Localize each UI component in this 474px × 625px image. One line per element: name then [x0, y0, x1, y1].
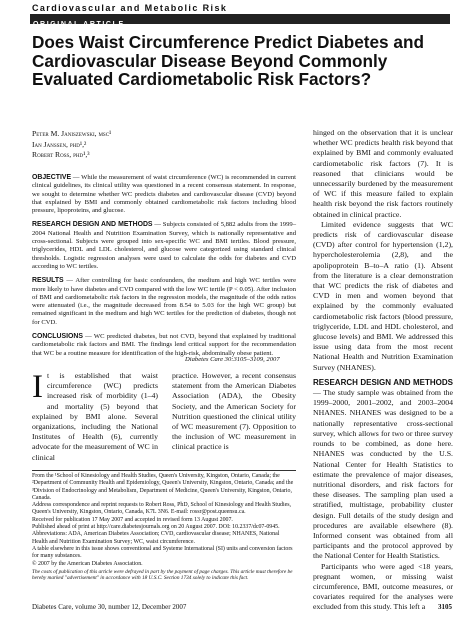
footnote-divider — [32, 470, 296, 471]
footnotes — [32, 473, 296, 582]
conclusions-text: — WC predicted diabetes, but not CVD, beyond that explained by traditional cardiometabolic risk factors and BMI. The findings lend critical support for the recommendation that WC be a routine measure for identification of the high-risk, abdominally obese patient. — [32, 333, 296, 357]
right-para-1: hinged on the observation that it is unclear whether WC predicts health risk beyond that explained by BMI and commonly evaluated cardiometabolic risk factors (7). It is reasoned that clinicians would be unnecessarily burdened by the measurement of WC if this measure failed to explain health risk beyond the risk factors routinely obtained in clinical practice. — [313, 128, 453, 219]
methods-section-heading: RESEARCH DESIGN AND METHODS — [313, 377, 453, 387]
drop-cap: I — [32, 369, 43, 405]
footnote-units: A table elsewhere in this issue shows conventional and Systeme International (SI) units and conversion factors for many substances. — [32, 545, 293, 560]
right-methods-para — [313, 378, 453, 562]
footnote-published: Published ahead of print at http://care.diabetesjournals.org on 20 August 2007. DOI: 10.2337/dc07-0945. — [32, 524, 280, 531]
right-para-2: Limited evidence suggests that WC predicts risk of cardiovascular disease (CVD) after control for hypertension (1,2), hypercholesterolemia (2,8), and the apolipoprotein B–to–A ratio (1). Absent from the literature is a clear demonstration that WC predicts the risk of diabetes and CVD in men and women beyond that explained by the commonly evaluated cardiometabolic risk factors (blood pressure, triglyceride, LDL and HDL cholesterol, and glucose levels) and BMI. We addressed this issue using data from the most recent National Health and Nutrition Examination Survey (NHANES). — [313, 219, 453, 372]
intro-column-2: practice. However, a recent consensus statement from the American Diabetes Association (ADA), the Obesity Society, and the American Society for Nutrition questioned the clinical utility of WC measurement (7). Opposition to the inclusion of WC measurement in clinical practice is — [172, 371, 296, 452]
page-footer — [32, 603, 452, 611]
author-2: Ian Janssen, phd¹,² — [32, 139, 87, 149]
footnote-page-charges: The costs of publication of this article were defrayed in part by the payment of page charges. This article must therefore be hereby marked "advertisement" in accordance with 18 U.S.C. Section 1734 solely to indicate this fact. — [32, 568, 293, 582]
article-type-bar — [30, 14, 450, 28]
methods-section-text: — The study sample was obtained from the 1999–2000, 2001–2002, and 2003–2004 NHANES. NHANES was designed to be a nationally representative cross-sectional survey, which allows for two or three survey rounds to be combined, as done here. NHANES was conducted by the U.S. National Center for Health Statistics to estimate the prevalence of major diseases, nutritional disorders, and risk factors for these diseases. The sampling plan used a stratified, multistage, probability cluster design. Full details of the study design and procedures are available elsewhere (8). Informed consent was obtained from all participants and the protocol approved by the National Center for Health Statistics. — [313, 388, 453, 561]
results-heading: RESULTS — [32, 277, 64, 285]
abstract — [32, 174, 296, 364]
article-title: Does Waist Circumference Predict Diabetes and Cardiovascular Disease Beyond Commonly Evaluated Cardiometabolic Risk Factors? — [32, 32, 424, 89]
article-type-label: ORIGINAL ARTICLE — [33, 21, 125, 28]
abstract-results — [32, 277, 296, 327]
methods-heading: RESEARCH DESIGN AND METHODS — [32, 221, 153, 229]
footnote-correspondence: Address correspondence and reprint requests to Robert Ross, PhD, School of Kinesiology and Health Studies, Queen's University, Kingston, Ontario, Canada, K7L 3N6. E-mail: rossr@post.queensu.ca. — [32, 502, 291, 516]
methods-text: — Subjects consisted of 5,882 adults from the 1999–2004 National Health and Nutrition Examination Survey, which is nationally representative and cross-sectional. Subjects were grouped into sex-specific WC and BMI tertiles. Blood pressure, triglycerides, HDL and LDL cholesterol, and glucose were categorized using standard clinical thresholds. Logistic regression analyses were used to calculate the odds for diabetes and CVD according to WC tertiles. — [32, 221, 296, 270]
footnote-abbreviations: Abbreviations: ADA, American Diabetes Association; CVD, cardiovascular disease; NHANES, National Health and Nutrition Examination Survey; WC, waist circumference. — [32, 531, 280, 545]
right-column — [313, 128, 453, 613]
author-3: Robert Ross, phd¹,³ — [32, 150, 90, 159]
footer-journal-info: Diabetes Care, volume 30, number 12, December 2007 — [32, 603, 187, 611]
right-para-4: Participants who were aged <18 years, pregnant women, or missing waist circumference, BMI, outcome measures, or covariates required for the analyses were excluded from this study. This left a — [313, 561, 453, 612]
citation-line: Diabetes Care 30:3105–3109, 2007 — [185, 356, 280, 363]
footnote-affiliations: From the ¹School of Kinesiology and Health Studies, Queen's University, Kingston, Ontario, Canada; the ²Department of Community Health and Epidemiology, Queen's University, Kingston, Ontario, Canada; and the ³Division of Endocrinology and Metabolism, Department of Medicine, Queen's University, Kingston, Ontario, Canada. — [32, 473, 294, 501]
objective-text: — While the measurement of waist circumference (WC) is recommended in current clinical guidelines, its clinical utility was questioned in a recent consensus statement. In response, we sought to determine whether WC predicts diabetes and cardiovascular disease (CVD) beyond that explained by BMI and commonly obtained cardiometabolic risk factors including blood pressure, lipoproteins, and glucose. — [32, 174, 296, 215]
footnote-received: Received for publication 17 May 2007 and accepted in revised form 13 August 2007. — [32, 516, 233, 523]
intro-text-1: t is established that waist circumference (WC) predicts increased risk of morbidity (1–4) and mortality (5) beyond that explained by BMI alone. Several organizations, including the National Institutes of Health (6), currently advocate for the measurement of WC in clinical — [32, 371, 158, 462]
abstract-methods — [32, 221, 296, 271]
footnote-copyright: © 2007 by the American Diabetes Association. — [32, 560, 143, 567]
intro-column-1 — [32, 371, 158, 463]
conclusions-heading: CONCLUSIONS — [32, 333, 83, 341]
abstract-conclusions — [32, 333, 296, 358]
abstract-objective — [32, 174, 296, 215]
author-1: Peter M. Janiszewski, msc¹ — [32, 129, 112, 138]
results-text: — After controlling for basic confounders, the medium and high WC tertiles were more likely to have diabetes and CVD compared with the low WC tertile (P < 0.05). After inclusion of BMI and cardiometabolic risk factors in the regression models, the magnitude of the odds ratios were attenuated (i.e., the magnitude decreased from 8.54 to 5.03 for the high WC group) but remained significant in the medium and high WC tertiles for the prediction of diabetes, though not for CVD. — [32, 277, 296, 326]
page-number: 3105 — [438, 603, 452, 611]
author-list — [32, 129, 111, 161]
objective-heading: OBJECTIVE — [32, 174, 72, 181]
journal-section-label: Cardiovascular and Metabolic Risk — [32, 3, 228, 13]
